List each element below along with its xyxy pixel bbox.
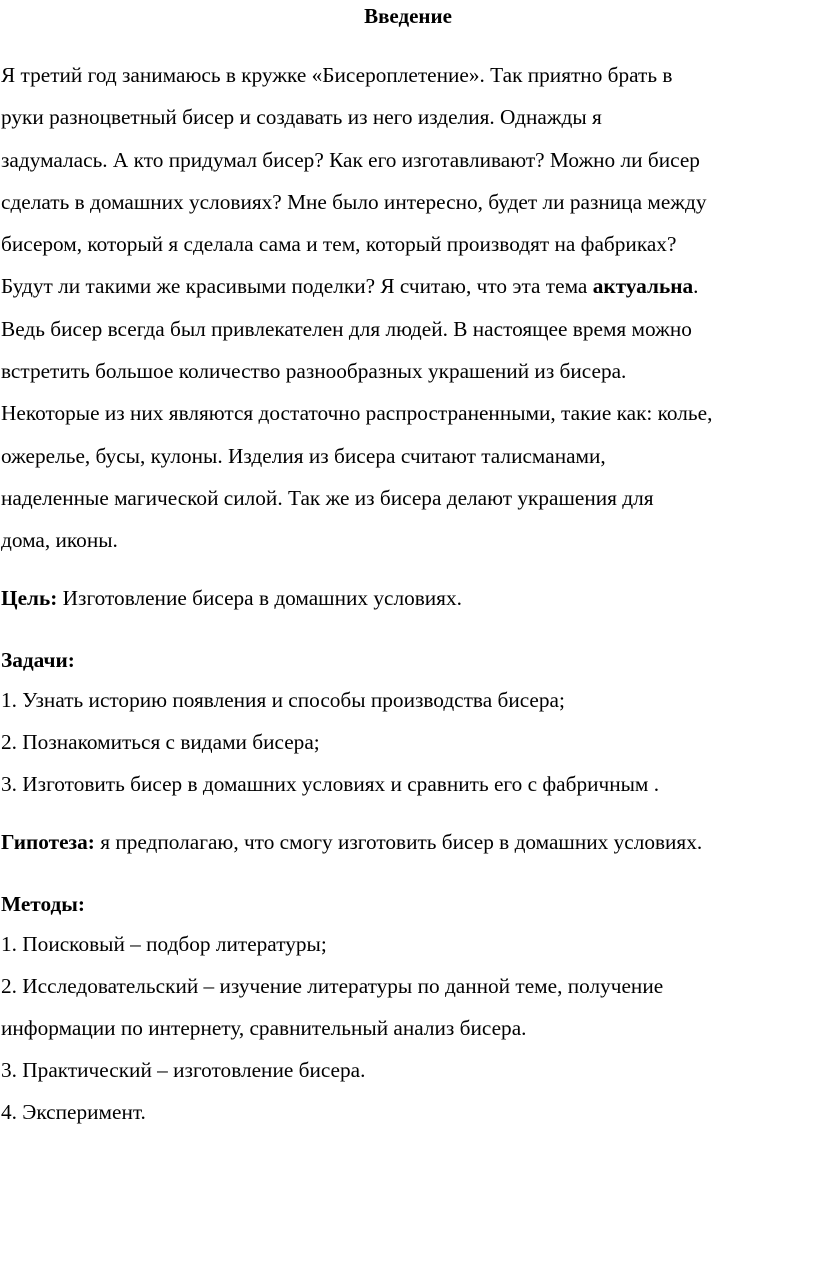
intro-line: сделать в домашних условиях? Мне было интересно, будет ли разница между: [1, 189, 707, 214]
hypothesis-label: Гипотеза:: [1, 830, 95, 854]
intro-line: встретить большое количество разнообразных украшений из бисера.: [1, 359, 627, 384]
intro-line: Я третий год занимаюсь в кружке «Бисероплетение». Так приятно брать в: [1, 63, 673, 87]
intro-line: задумалась. А кто придумал бисер? Как его изготавливают? Можно ли бисер: [1, 147, 700, 172]
goal-line: [1, 586, 462, 610]
relevance-keyword: актуальна: [592, 274, 694, 299]
methods-heading: Методы:: [1, 892, 85, 916]
hypothesis-text: я предполагаю, что смогу изготовить бисер в домашних условиях.: [94, 830, 703, 854]
intro-line-period: .: [693, 274, 699, 299]
tasks-heading: Задачи:: [1, 648, 75, 672]
intro-line: ожерелье, бусы, кулоны. Изделия из бисера считают талисманами,: [1, 443, 606, 468]
intro-line: Некоторые из них являются достаточно распространенными, такие как: колье,: [1, 401, 713, 426]
method-item-continued: информации по интернету, сравнительный анализ бисера.: [1, 1016, 527, 1040]
goal-label: Цель:: [1, 586, 58, 610]
intro-paragraph: [1, 54, 816, 562]
method-item: 3. Практический – изготовление бисера.: [1, 1058, 366, 1082]
method-item: 1. Поисковый – подбор литературы;: [1, 932, 327, 956]
intro-line: дома, иконы.: [1, 528, 118, 553]
intro-line: Ведь бисер всегда был привлекателен для людей. В настоящее время можно: [1, 316, 692, 341]
task-item: 1. Узнать историю появления и способы производства бисера;: [1, 688, 565, 712]
intro-line: наделенные магической силой. Так же из бисера делают украшения для: [1, 485, 654, 510]
goal-text: Изготовление бисера в домашних условиях.: [57, 586, 462, 610]
intro-line: руки разноцветный бисер и создавать из него изделия. Однажды я: [1, 105, 602, 130]
intro-line-relevance: [1, 265, 816, 307]
intro-line-text: Будут ли такими же красивыми поделки? Я считаю, что эта тема: [1, 274, 593, 299]
hypothesis-line: [1, 830, 702, 854]
page-title: Введение: [364, 4, 452, 28]
task-item: 2. Познакомиться с видами бисера;: [1, 730, 320, 754]
method-item: 2. Исследовательский – изучение литературы по данной теме, получение: [1, 974, 664, 998]
intro-line: бисером, который я сделала сама и тем, который производят на фабриках?: [1, 232, 677, 257]
method-item: 4. Эксперимент.: [1, 1100, 146, 1124]
task-item: 3. Изготовить бисер в домашних условиях и сравнить его с фабричным .: [1, 772, 660, 796]
